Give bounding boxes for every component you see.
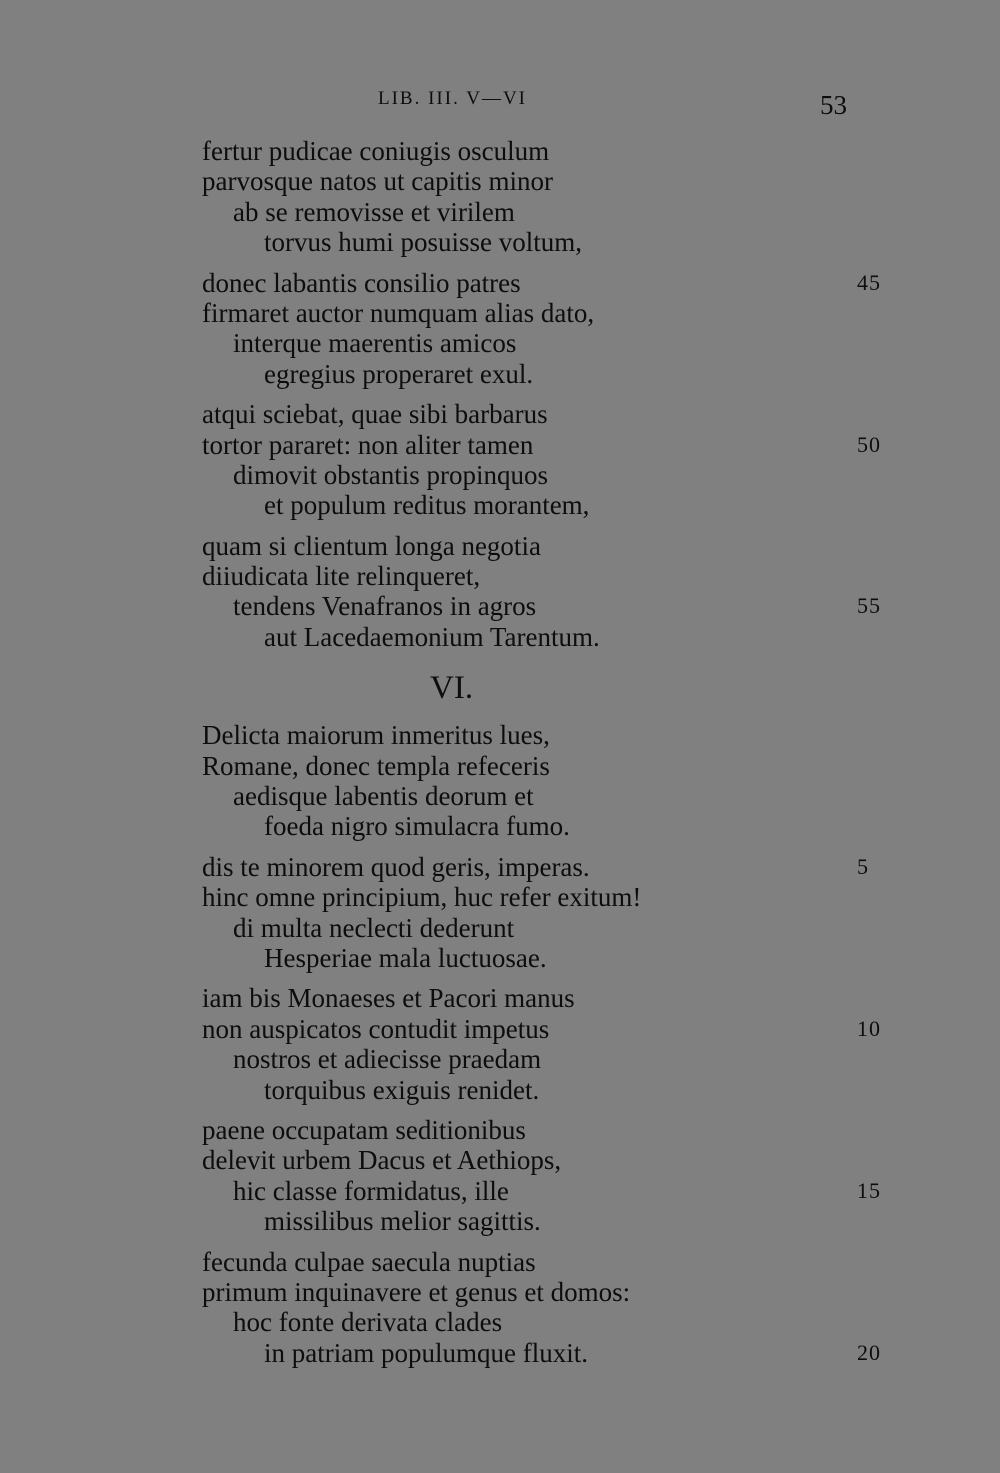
verse-text: hinc omne principium, huc refer exitum! [202, 882, 642, 913]
line-number: 20 [857, 1339, 881, 1365]
verse-text: delevit urbem Dacus et Aethiops, [202, 1145, 562, 1176]
verse-text: nostros et adiecisse praedam [233, 1044, 542, 1075]
verse-text: tendens Venafranos in agros [233, 591, 537, 622]
verse-text: tortor pararet: non aliter tamen [202, 429, 534, 460]
verse-text: dimovit obstantis propinquos [233, 459, 549, 490]
verse-text: non auspicatos contudit impetus [202, 1013, 550, 1044]
verse-text: primum inquinavere et genus et domos: [202, 1276, 631, 1307]
stanza [202, 399, 902, 521]
stanza [202, 531, 902, 653]
verse-line [202, 531, 902, 561]
verse-line [202, 852, 902, 882]
verse-text: di multa neclecti dederunt [233, 912, 515, 943]
verse-line [202, 1014, 902, 1044]
verse-line [202, 268, 902, 298]
verse-text: aedisque labentis deorum et [233, 781, 534, 812]
verse-text: aut Lacedaemonium Tarentum. [264, 621, 600, 652]
verse-text: torvus humi posuisse voltum, [264, 227, 583, 258]
verse-text: dis te minorem quod geris, imperas. [202, 851, 590, 882]
verse-line [202, 751, 902, 781]
verse-line [202, 1176, 902, 1206]
stanza [202, 136, 902, 258]
verse-line [202, 298, 902, 328]
poem-text [202, 136, 902, 1378]
verse-text: et populum reditus morantem, [264, 490, 590, 521]
verse-text: atqui sciebat, quae sibi barbarus [202, 399, 548, 430]
verse-text: interque maerentis amicos [233, 328, 517, 359]
verse-line [202, 1338, 902, 1368]
verse-text: parvosque natos ut capitis minor [202, 166, 553, 197]
line-number: 45 [857, 269, 881, 295]
verse-line [202, 227, 902, 257]
verse-line [202, 1277, 902, 1307]
verse-text: Delicta maiorum inmeritus lues, [202, 720, 550, 751]
verse-line [202, 399, 902, 429]
verse-text: fertur pudicae coniugis osculum [202, 136, 550, 166]
stanza [202, 1115, 902, 1237]
verse-line [202, 197, 902, 227]
verse-text: Romane, donec templa refeceris [202, 750, 550, 781]
stanza [202, 268, 902, 390]
verse-text: donec labantis consilio patres [202, 267, 521, 298]
verse-line [202, 1115, 902, 1145]
verse-line [202, 490, 902, 520]
verse-text: Hesperiae mala luctuosae. [264, 942, 547, 973]
verse-text: hoc fonte derivata clades [233, 1307, 503, 1338]
verse-text: quam si clientum longa negotia [202, 530, 541, 561]
verse-line [202, 136, 902, 166]
stanza [202, 983, 902, 1105]
verse-line [202, 913, 902, 943]
verse-text: ab se removisse et virilem [233, 196, 515, 227]
verse-line [202, 720, 902, 750]
stanza [202, 720, 902, 842]
verse-text: in patriam populumque fluxit. [264, 1337, 588, 1368]
verse-line [202, 781, 902, 811]
verse-line [202, 1206, 902, 1236]
verse-line [202, 359, 902, 389]
line-number: 55 [857, 593, 881, 619]
verse-line [202, 561, 902, 591]
verse-text: torquibus exiguis renidet. [264, 1074, 540, 1105]
verse-line [202, 1307, 902, 1337]
verse-text: hic classe formidatus, ille [233, 1175, 509, 1206]
verse-line [202, 622, 902, 652]
verse-line [202, 591, 902, 621]
running-head: LIB. III. V—VI [378, 88, 528, 109]
line-number: 5 [857, 853, 869, 879]
verse-text: foeda nigro simulacra fumo. [264, 811, 570, 842]
verse-line [202, 983, 902, 1013]
verse-text: iam bis Monaeses et Pacori manus [202, 983, 575, 1014]
verse-line [202, 1145, 902, 1175]
verse-text: firmaret auctor numquam alias dato, [202, 297, 595, 328]
stanza [202, 1247, 902, 1369]
ode-heading: VI. [430, 670, 474, 707]
stanza [202, 852, 902, 974]
verse-line [202, 1044, 902, 1074]
verse-line [202, 811, 902, 841]
line-number: 50 [857, 431, 881, 457]
verse-line [202, 328, 902, 358]
verse-text: missilibus melior sagittis. [264, 1206, 541, 1237]
verse-text: diiudicata lite relinqueret, [202, 561, 481, 592]
line-number: 10 [857, 1015, 881, 1041]
verse-text: paene occupatam seditionibus [202, 1114, 526, 1145]
verse-line [202, 430, 902, 460]
verse-line [202, 1075, 902, 1105]
verse-line [202, 943, 902, 973]
verse-line [202, 1247, 902, 1277]
verse-line [202, 460, 902, 490]
verse-line [202, 166, 902, 196]
page-number: 53 [820, 90, 847, 120]
verse-text: fecunda culpae saecula nuptias [202, 1246, 536, 1277]
verse-line [202, 882, 902, 912]
line-number: 15 [857, 1177, 881, 1203]
verse-text: egregius properaret exul. [264, 358, 534, 389]
